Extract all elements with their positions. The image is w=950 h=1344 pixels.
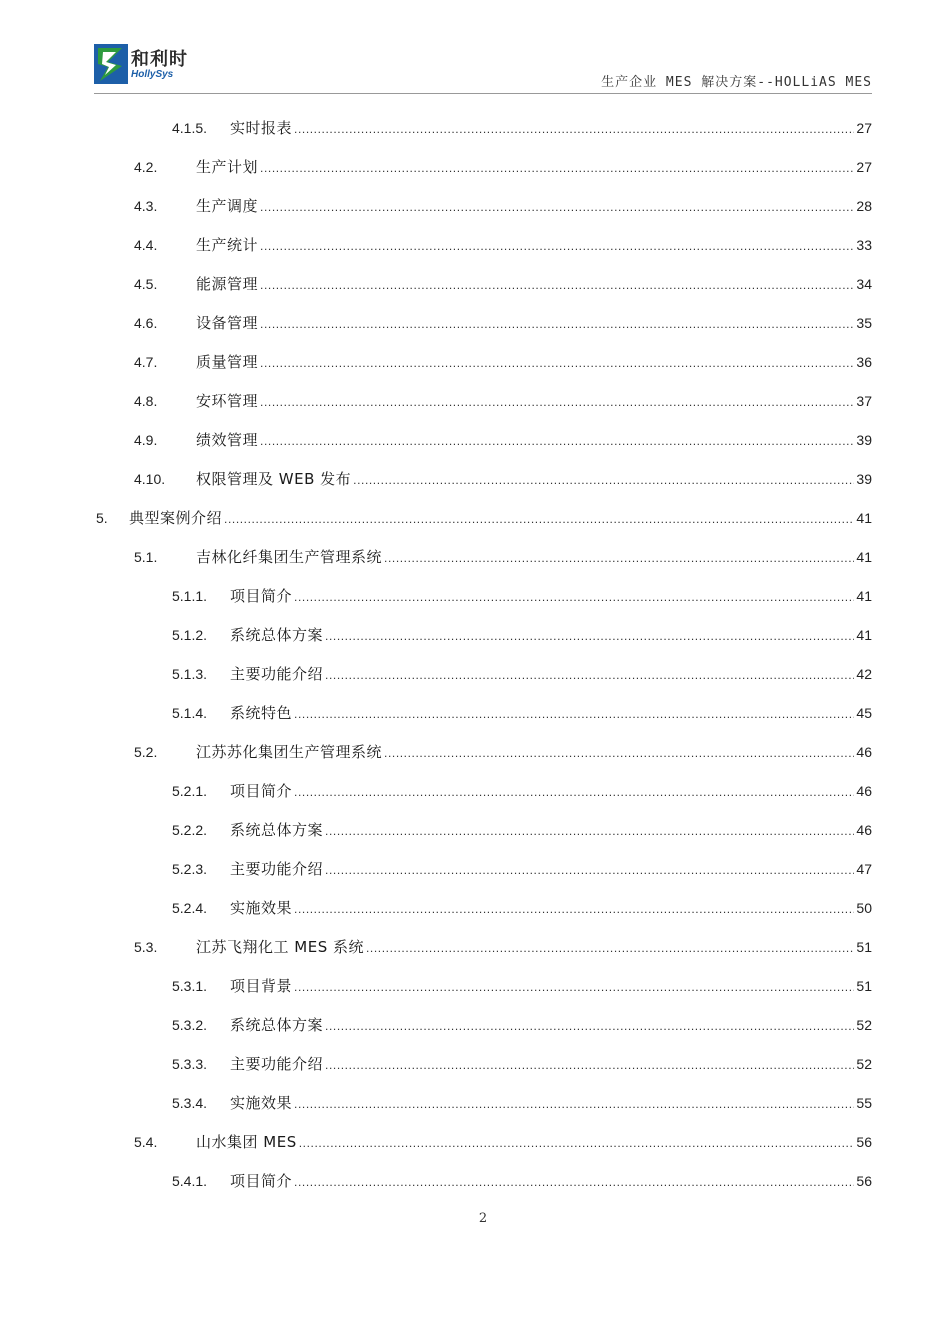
toc-entry-page: 28 — [856, 198, 872, 214]
toc-dot-leader — [384, 741, 854, 765]
header-divider — [94, 93, 872, 94]
toc-entry-title: 主要功能介绍 — [230, 665, 324, 683]
toc-dot-leader — [260, 156, 854, 180]
toc-entry-title: 实施效果 — [230, 1094, 293, 1112]
toc-entry-number: 4.3. — [134, 198, 158, 214]
toc-entry-page: 46 — [856, 822, 872, 838]
toc-entry[interactable] — [172, 1169, 872, 1193]
toc-entry-number: 5.4.1. — [172, 1173, 208, 1189]
toc-entry-page: 36 — [856, 354, 872, 370]
toc-entry-title: 生产调度 — [196, 197, 259, 215]
toc-dot-leader — [294, 1170, 854, 1194]
toc-entry-number: 4.1.5. — [172, 120, 208, 136]
toc-entry-title: 安环管理 — [196, 392, 259, 410]
toc-dot-leader — [325, 858, 854, 882]
toc-entry-page: 41 — [856, 627, 872, 643]
toc-entry-page: 41 — [856, 588, 872, 604]
toc-entry-page: 33 — [856, 237, 872, 253]
toc-entry-page: 27 — [856, 159, 872, 175]
toc-dot-leader — [325, 1053, 854, 1077]
toc-entry-page: 35 — [856, 315, 872, 331]
toc-entry-title: 系统总体方案 — [230, 626, 324, 644]
toc-entry-title: 系统特色 — [230, 704, 293, 722]
toc-entry-title: 典型案例介绍 — [129, 509, 223, 527]
toc-entry[interactable] — [134, 272, 872, 296]
toc-dot-leader — [384, 546, 854, 570]
toc-entry-number: 5.2.2. — [172, 822, 208, 838]
toc-entry-title: 绩效管理 — [196, 431, 259, 449]
toc-dot-leader — [224, 507, 854, 531]
toc-dot-leader — [260, 312, 854, 336]
toc-entry[interactable] — [172, 779, 872, 803]
toc-entry-number: 5.3. — [134, 939, 158, 955]
toc-entry-page: 37 — [856, 393, 872, 409]
toc-entry[interactable] — [172, 623, 872, 647]
company-logo — [94, 44, 196, 86]
toc-entry-number: 5.1. — [134, 549, 158, 565]
toc-entry-page: 27 — [856, 120, 872, 136]
logo-english-text: HollySys — [131, 69, 174, 80]
toc-entry-title: 主要功能介绍 — [230, 1055, 324, 1073]
toc-entry[interactable] — [172, 584, 872, 608]
toc-entry-number: 5.1.1. — [172, 588, 208, 604]
toc-entry-number: 5.2.4. — [172, 900, 208, 916]
toc-entry-number: 5. — [96, 510, 108, 526]
toc-entry-title: 权限管理及 WEB 发布 — [196, 470, 352, 488]
toc-entry-number: 4.2. — [134, 159, 158, 175]
toc-entry-number: 5.3.4. — [172, 1095, 208, 1111]
toc-entry-number: 4.5. — [134, 276, 158, 292]
toc-entry-page: 45 — [856, 705, 872, 721]
toc-entry-page: 47 — [856, 861, 872, 877]
toc-entry[interactable] — [134, 194, 872, 218]
toc-entry-title: 系统总体方案 — [230, 1016, 324, 1034]
toc-entry-page: 41 — [856, 510, 872, 526]
toc-entry-number: 5.1.2. — [172, 627, 208, 643]
toc-entry-number: 4.9. — [134, 432, 158, 448]
toc-entry-title: 江苏苏化集团生产管理系统 — [196, 743, 383, 761]
toc-entry[interactable] — [172, 701, 872, 725]
toc-entry-number: 4.10. — [134, 471, 166, 487]
toc-dot-leader — [294, 975, 854, 999]
toc-entry-page: 34 — [856, 276, 872, 292]
toc-entry-page: 42 — [856, 666, 872, 682]
toc-entry-number: 5.1.4. — [172, 705, 208, 721]
toc-entry-number: 5.3.1. — [172, 978, 208, 994]
toc-entry[interactable] — [172, 818, 872, 842]
toc-entry[interactable] — [172, 1013, 872, 1037]
toc-entry[interactable] — [134, 545, 872, 569]
toc-entry[interactable] — [172, 116, 872, 140]
toc-entry-number: 5.3.3. — [172, 1056, 208, 1072]
toc-entry-title: 山水集团 MES — [196, 1133, 297, 1151]
toc-entry-page: 41 — [856, 549, 872, 565]
toc-entry-page: 46 — [856, 744, 872, 760]
toc-dot-leader — [260, 429, 854, 453]
toc-dot-leader — [294, 780, 854, 804]
toc-entry-title: 吉林化纤集团生产管理系统 — [196, 548, 383, 566]
toc-entry-page: 56 — [856, 1134, 872, 1150]
toc-entry-number: 4.7. — [134, 354, 158, 370]
toc-entry-page: 56 — [856, 1173, 872, 1189]
toc-entry-title: 实施效果 — [230, 899, 293, 917]
toc-entry[interactable] — [134, 311, 872, 335]
toc-entry-title: 项目简介 — [230, 587, 293, 605]
toc-dot-leader — [366, 936, 854, 960]
toc-dot-leader — [325, 1014, 854, 1038]
toc-entry[interactable] — [172, 1052, 872, 1076]
toc-entry-page: 39 — [856, 432, 872, 448]
toc-entry-page: 55 — [856, 1095, 872, 1111]
toc-dot-leader — [260, 351, 854, 375]
toc-entry-page: 52 — [856, 1017, 872, 1033]
toc-entry-title: 主要功能介绍 — [230, 860, 324, 878]
toc-entry-number: 5.2. — [134, 744, 158, 760]
toc-entry-number: 5.2.1. — [172, 783, 208, 799]
toc-dot-leader — [353, 468, 854, 492]
toc-entry-page: 46 — [856, 783, 872, 799]
toc-dot-leader — [260, 390, 854, 414]
logo-mark-icon — [94, 44, 128, 84]
toc-entry[interactable] — [134, 467, 872, 491]
toc-entry[interactable] — [134, 389, 872, 413]
toc-entry-page: 50 — [856, 900, 872, 916]
toc-entry-title: 实时报表 — [230, 119, 293, 137]
toc-entry[interactable] — [134, 233, 872, 257]
toc-entry[interactable] — [134, 350, 872, 374]
toc-entry-number: 4.4. — [134, 237, 158, 253]
toc-dot-leader — [294, 702, 854, 726]
toc-dot-leader — [294, 117, 854, 141]
toc-entry[interactable] — [134, 740, 872, 764]
toc-entry-title: 项目背景 — [230, 977, 293, 995]
toc-dot-leader — [325, 819, 854, 843]
toc-dot-leader — [294, 585, 854, 609]
toc-entry-number: 5.4. — [134, 1134, 158, 1150]
toc-entry-page: 51 — [856, 978, 872, 994]
toc-dot-leader — [325, 663, 854, 687]
toc-entry[interactable] — [172, 974, 872, 998]
toc-entry[interactable] — [96, 506, 872, 530]
toc-dot-leader — [260, 273, 854, 297]
toc-entry[interactable] — [134, 155, 872, 179]
toc-entry[interactable] — [172, 857, 872, 881]
toc-entry-page: 52 — [856, 1056, 872, 1072]
toc-dot-leader — [260, 234, 854, 258]
toc-entry-page: 39 — [856, 471, 872, 487]
toc-entry-title: 设备管理 — [196, 314, 259, 332]
toc-entry-title: 生产统计 — [196, 236, 259, 254]
toc-entry[interactable] — [172, 1091, 872, 1115]
toc-entry-title: 能源管理 — [196, 275, 259, 293]
toc-dot-leader — [294, 897, 854, 921]
toc-dot-leader — [299, 1131, 855, 1155]
toc-entry[interactable] — [134, 1130, 872, 1154]
toc-entry-title: 生产计划 — [196, 158, 259, 176]
toc-entry-title: 系统总体方案 — [230, 821, 324, 839]
logo-chinese-text: 和利时 — [131, 49, 188, 70]
toc-entry-title: 质量管理 — [196, 353, 259, 371]
toc-entry-number: 5.1.3. — [172, 666, 208, 682]
document-header-title: 生产企业 MES 解决方案--HOLLiAS MES — [601, 75, 872, 90]
toc-entry[interactable] — [172, 662, 872, 686]
toc-entry-number: 5.3.2. — [172, 1017, 208, 1033]
page-number: 2 — [478, 1211, 488, 1226]
toc-dot-leader — [294, 1092, 854, 1116]
toc-entry-title: 项目简介 — [230, 1172, 293, 1190]
toc-entry[interactable] — [134, 428, 872, 452]
toc-entry-page: 51 — [856, 939, 872, 955]
toc-entry[interactable] — [134, 935, 872, 959]
toc-entry-number: 4.6. — [134, 315, 158, 331]
toc-entry-number: 5.2.3. — [172, 861, 208, 877]
toc-entry[interactable] — [172, 896, 872, 920]
toc-entry-title: 江苏飞翔化工 MES 系统 — [196, 938, 364, 956]
toc-dot-leader — [260, 195, 854, 219]
toc-dot-leader — [325, 624, 854, 648]
toc-entry-number: 4.8. — [134, 393, 158, 409]
toc-entry-title: 项目简介 — [230, 782, 293, 800]
